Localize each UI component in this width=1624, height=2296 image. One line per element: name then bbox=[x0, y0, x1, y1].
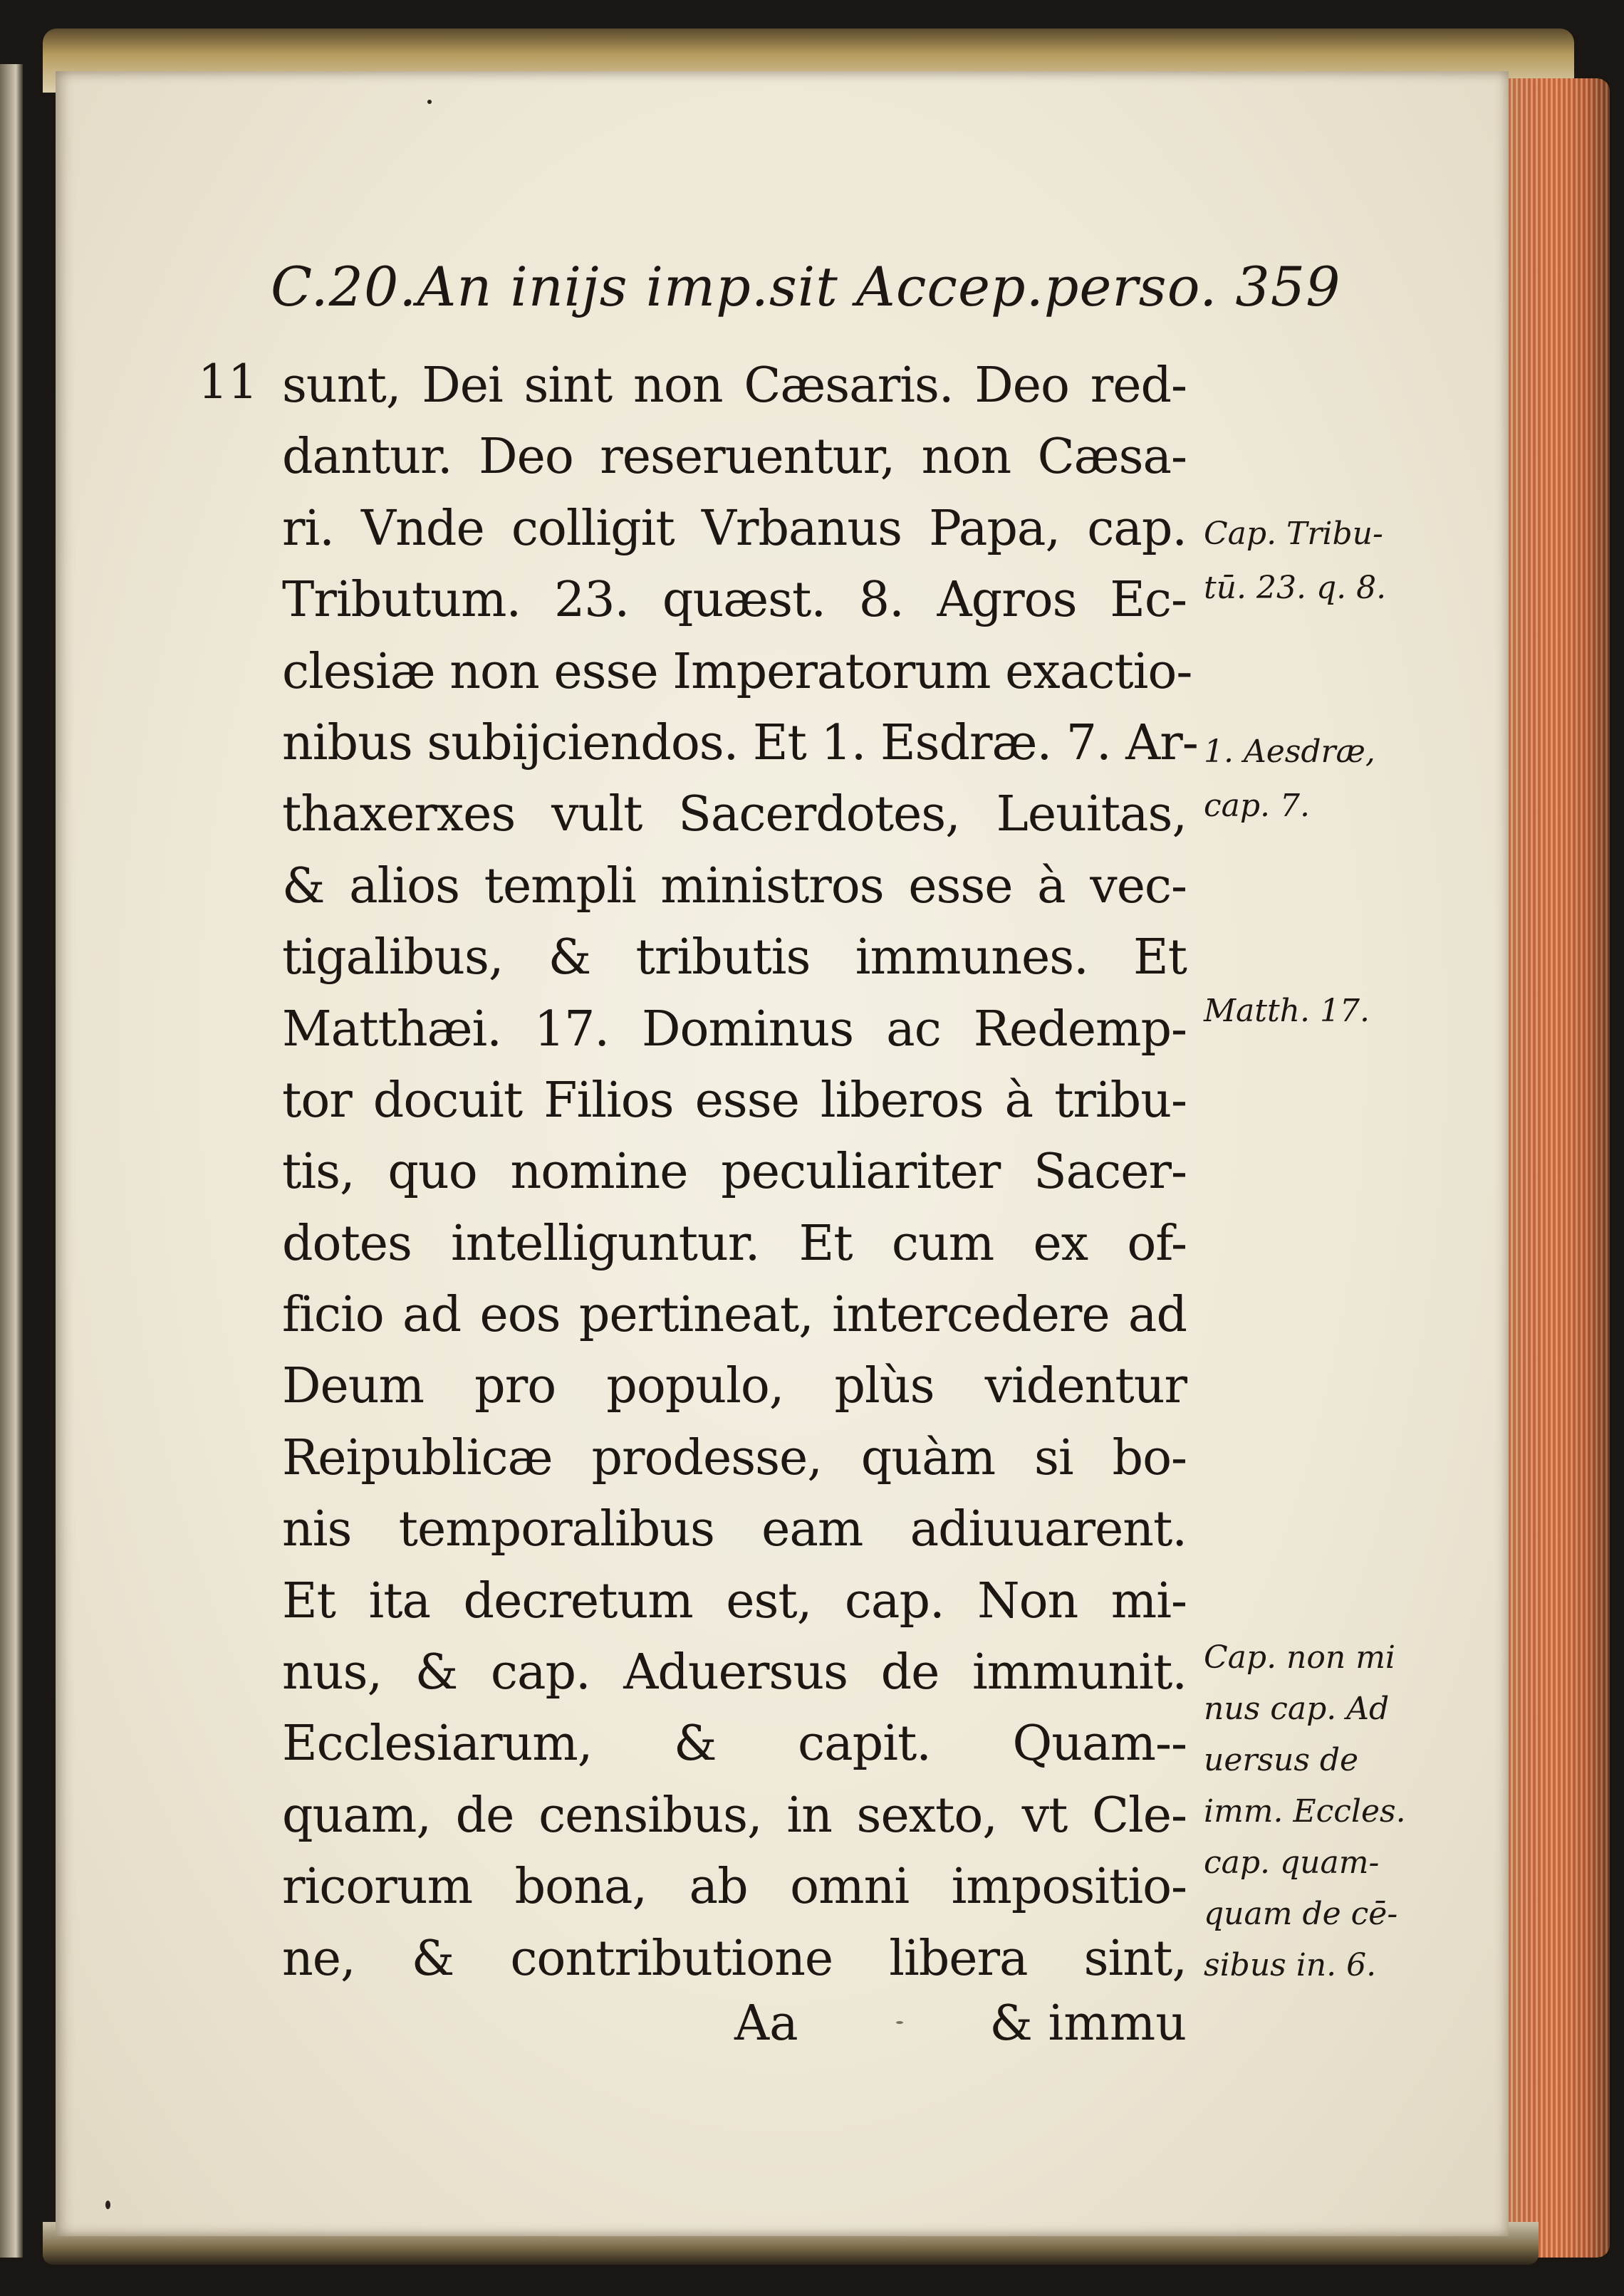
marginal-note-line: nus cap. Ad bbox=[1204, 1691, 1390, 1727]
text-line: Deum pro populo, plùs videntur bbox=[282, 1358, 1187, 1415]
text-line: ricorum bona, ab omni impositio- bbox=[282, 1859, 1187, 1916]
text-line: ri. Vnde colligit Vrbanus Papa, cap. bbox=[282, 500, 1187, 557]
paper-speck bbox=[427, 100, 432, 104]
text-line: tis, quo nomine peculiariter Sacer- bbox=[282, 1144, 1187, 1201]
text-line: Et ita decretum est, cap. Non mi- bbox=[282, 1572, 1187, 1629]
marginal-note-line: Cap. Tribu- bbox=[1204, 516, 1383, 552]
body-text bbox=[282, 350, 1198, 1995]
text-line: ne, & contributione libera sint, bbox=[282, 1930, 1187, 1987]
facing-page-edge bbox=[0, 64, 23, 2258]
catchword: & immu bbox=[989, 1995, 1187, 2052]
marginal-note-line: Cap. non mi bbox=[1204, 1639, 1395, 1676]
text-line: thaxerxes vult Sacerdotes, Leuitas, bbox=[282, 786, 1187, 843]
marginal-note bbox=[1204, 507, 1386, 615]
running-head: C.20.An inijs imp.sit Accep.perso. 359 bbox=[271, 255, 1341, 318]
text-line: nibus subijciendos. Et 1. Esdræ. 7. Ar- bbox=[282, 714, 1198, 771]
text-line: tigalibus, & tributis immunes. Et bbox=[282, 929, 1187, 986]
text-line: tor docuit Filios esse liberos à tribu- bbox=[282, 1072, 1187, 1129]
page-leaf bbox=[56, 71, 1509, 2236]
text-line: quam, de censibus, in sexto, vt Cle- bbox=[282, 1787, 1187, 1844]
marginal-note bbox=[1204, 725, 1375, 833]
marginal-note bbox=[1204, 984, 1370, 1038]
marginal-note-line: sibus in. 6. bbox=[1204, 1947, 1377, 1983]
marginal-note-line: quam de cē- bbox=[1204, 1896, 1398, 1932]
text-line: Matthæi. 17. Dominus ac Redemp- bbox=[282, 1001, 1187, 1058]
marginal-note bbox=[1204, 1632, 1406, 1991]
marginal-note-line: tū. 23. q. 8. bbox=[1204, 570, 1387, 606]
page-footer bbox=[282, 1995, 1187, 2067]
text-line: Ecclesiarum, & capit. Quam-- bbox=[282, 1716, 1187, 1773]
marginal-note-line: 1. Aesdræ, bbox=[1204, 734, 1375, 770]
text-line: Tributum. 23. quæst. 8. Agros Ec- bbox=[282, 572, 1187, 629]
marginal-note-line: cap. quam- bbox=[1204, 1844, 1380, 1881]
paper-speck bbox=[896, 2021, 903, 2024]
marginal-note-line: imm. Eccles. bbox=[1204, 1793, 1406, 1830]
text-line: & alios templi ministros esse à vec- bbox=[282, 857, 1187, 914]
text-line: ficio ad eos pertineat, intercedere ad bbox=[282, 1287, 1187, 1344]
book-fore-edge bbox=[1496, 78, 1610, 2258]
text-line: nus, & cap. Aduersus de immunit. bbox=[282, 1644, 1187, 1701]
text-line: Reipublicæ prodesse, quàm si bo- bbox=[282, 1429, 1187, 1486]
text-line: nis temporalibus eam adiuuarent. bbox=[282, 1501, 1187, 1558]
paper-speck bbox=[105, 2201, 110, 2209]
text-line: sunt, Dei sint non Cæsaris. Deo red- bbox=[282, 358, 1187, 414]
marginal-note-line: cap. 7. bbox=[1204, 788, 1310, 824]
marginal-note-line: uersus de bbox=[1204, 1742, 1359, 1778]
margin-line-marker: 11 bbox=[198, 355, 258, 409]
text-line: dotes intelliguntur. Et cum ex of- bbox=[282, 1215, 1187, 1272]
text-line: dantur. Deo reseruentur, non Cæsa- bbox=[282, 429, 1187, 486]
signature-mark: Aa bbox=[734, 1995, 798, 2052]
marginal-note-line: Matth. 17. bbox=[1204, 993, 1370, 1029]
text-line: clesiæ non esse Imperatorum exactio- bbox=[282, 643, 1192, 700]
